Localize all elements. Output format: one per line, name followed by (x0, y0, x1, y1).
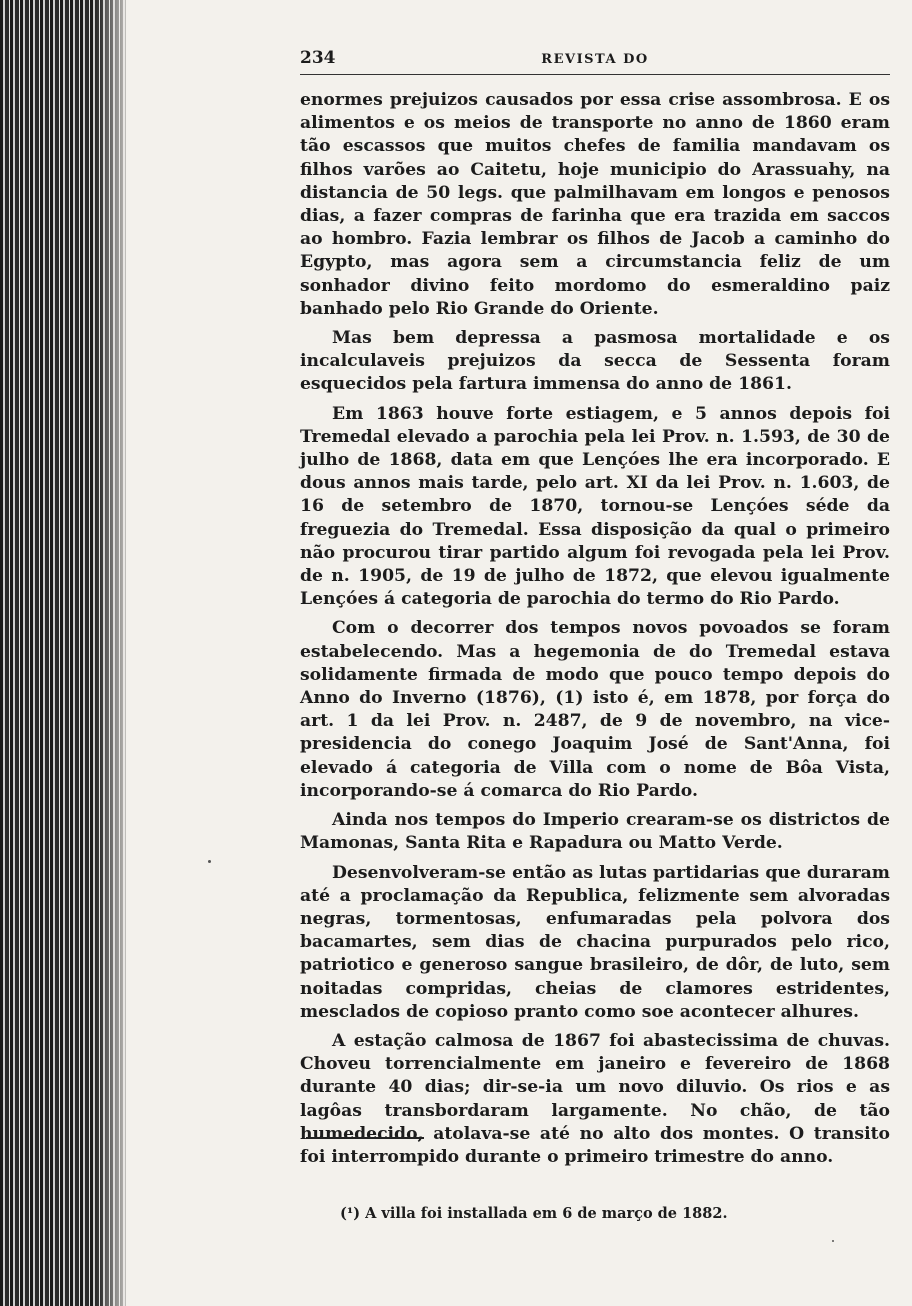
paragraph: A estação calmosa de 1867 foi abastecissima de chuvas. Choveu torrencialmente em janeiro e fevereiro de 1868 durante 40 dias; dir-se-ia um novo diluvio. Os rios e as lagôas transbordaram largamente. No chão, de tão humedecido, atolava-se até no alto dos montes. O transito foi interrompido durante o primeiro trimestre do anno. (300, 1030, 890, 1167)
body-text (300, 89, 890, 1169)
page-number: 234 (300, 48, 336, 68)
book-page (300, 44, 890, 1294)
binding-shadow (96, 0, 136, 1306)
footnote-rule (306, 1137, 424, 1139)
paragraph: Mas bem depressa a pasmosa mortalidade e os incalculaveis prejuizos da secca de Sessenta foram esquecidos pela fartura immensa do anno de 1861. (300, 328, 890, 395)
paragraph: Ainda nos tempos do Imperio crearam-se os districtos de Mamonas, Santa Rita e Rapadura ou Matto Verde. (300, 810, 890, 854)
paragraph: Desenvolveram-se então as lutas partidarias que duraram até a proclamação da Republica, felizmente sem alvoradas negras, tormentosas, enfumaradas pela polvora dos bacamartes, sem dias de chacina purpurados pelo rico, patriotico e generoso sangue brasileiro, de dôr, de luto, sem noitadas compridas, cheias de clamores estridentes, mesclados de copioso pranto como soe acontecer alhures. (300, 862, 890, 1022)
paragraph: Em 1863 houve forte estiagem, e 5 annos depois foi Tremedal elevado a parochia pela lei Prov. n. 1.593, de 30 de julho de 1868, data em que Lençóes lhe era incorporado. E dous annos mais tarde, pelo art. XI da lei Prov. n. 1.603, de 16 de setembro de 1870, tornou-se Lençóes séde da freguezia do Tremedal. Essa disposição da qual o primeiro não procurou tirar partido algum foi revogada pela lei Prov. de n. 1905, de 19 de julho de 1872, que elevou igualmente Lençóes á categoria de parochia do termo do Rio Pardo. (300, 403, 890, 610)
paragraph: Com o decorrer dos tempos novos povoados se foram estabelecendo. Mas a hegemonia de do Tremedal estava solidamente firmada de modo que pouco tempo depois do Anno do Inverno (1876), (1) isto é, em 1878, por força do art. 1 da lei Prov. n. 2487, de 9 de novembro, na vice-presidencia do conego Joaquim José de Sant'Anna, foi elevado á categoria de Villa com o nome de Bôa Vista, incorporando-se á comarca do Rio Pardo. (300, 618, 890, 801)
paragraph: enormes prejuizos causados por essa crise assombrosa. E os alimentos e os meios de transporte no anno de 1860 eram tão escassos que muitos chefes de familia mandavam os filhos varões ao Caitetu, hoje municipio do Arassuahy, na distancia de 50 legs. que palmilhavam em longos e penosos dias, a fazer compras de farinha que era trazida em saccos ao hombro. Fazia lembrar os filhos de Jacob a caminho do Egypto, mas agora sem a circumstancia feliz de um sonhador divino feito mordomo do esmeraldino paiz banhado pelo Rio Grande do Oriente. (300, 90, 890, 319)
paper-speck (832, 1240, 834, 1242)
footnote: (¹) A villa foi installada em 6 de março de 1882. (340, 1205, 728, 1222)
running-title: REVISTA DO (541, 52, 649, 67)
page-header (300, 44, 890, 75)
paper-speck (208, 860, 211, 863)
